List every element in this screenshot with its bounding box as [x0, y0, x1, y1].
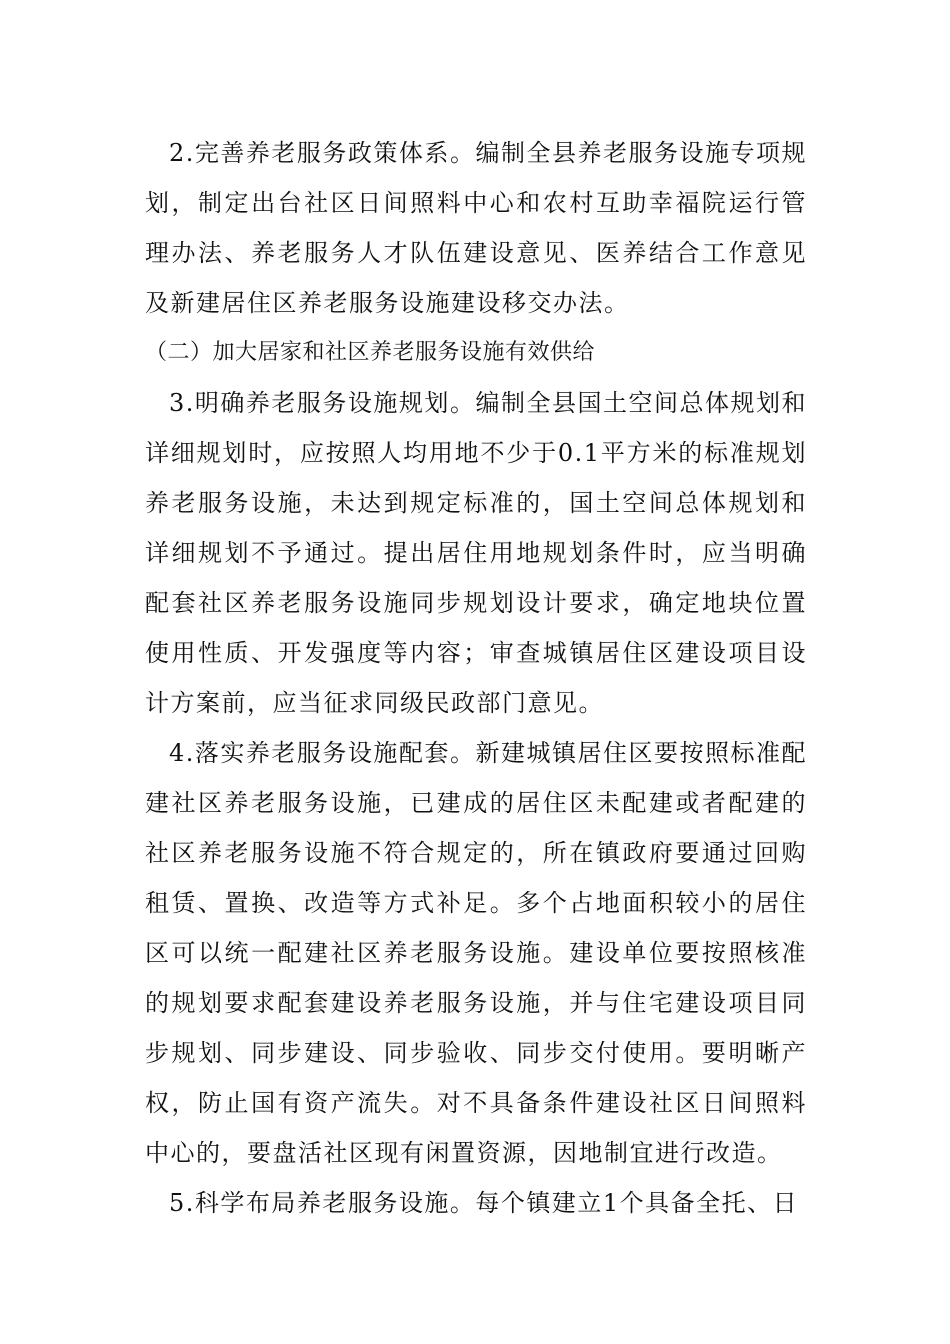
paragraph-item-2: 2.完善养老服务政策体系。编制全县养老服务设施专项规划，制定出台社区日间照料中心和农村互助幸福院运行管理办法、养老服务人才队伍建设意见、医养结合工作意见及新建居住区养老服务设施建设移交办法。	[145, 139, 807, 317]
section-heading-2: （二）加大居家和社区养老服务设施有效供给	[145, 340, 596, 365]
paragraph-item-4: 4.落实养老服务设施配套。新建城镇居住区要按照标准配建社区养老服务设施，已建成的居住区未配建或者配建的社区养老服务设施不符合规定的，所在镇政府要通过回购租赁、置换、改造等方式补足。多个占地面积较小的居住区可以统一配建社区养老服务设施。建设单位要按照核准的规划要求配套建设养老服务设施，并与住宅建设项目同步规划、同步建设、同步验收、同步交付使用。要明晰产权，防止国有资产流失。对不具备条件建设社区日间照料中心的，要盘活社区现有闲置资源，因地制宜进行改造。	[145, 739, 807, 1167]
paragraph-item-3: 3.明确养老服务设施规划。编制全县国土空间总体规划和详细规划时，应按照人均用地不少于0.1平方米的标准规划养老服务设施，未达到规定标准的，国土空间总体规划和详细规划不予通过。提出居住用地规划条件时，应当明确配套社区养老服务设施同步规划设计要求，确定地块位置使用性质、开发强度等内容；审查城镇居住区建设项目设计方案前，应当征求同级民政部门意见。	[145, 389, 807, 717]
paragraph-item-5: 5.科学布局养老服务设施。每个镇建立1个具备全托、日	[169, 1189, 799, 1217]
document-body	[145, 128, 807, 1228]
